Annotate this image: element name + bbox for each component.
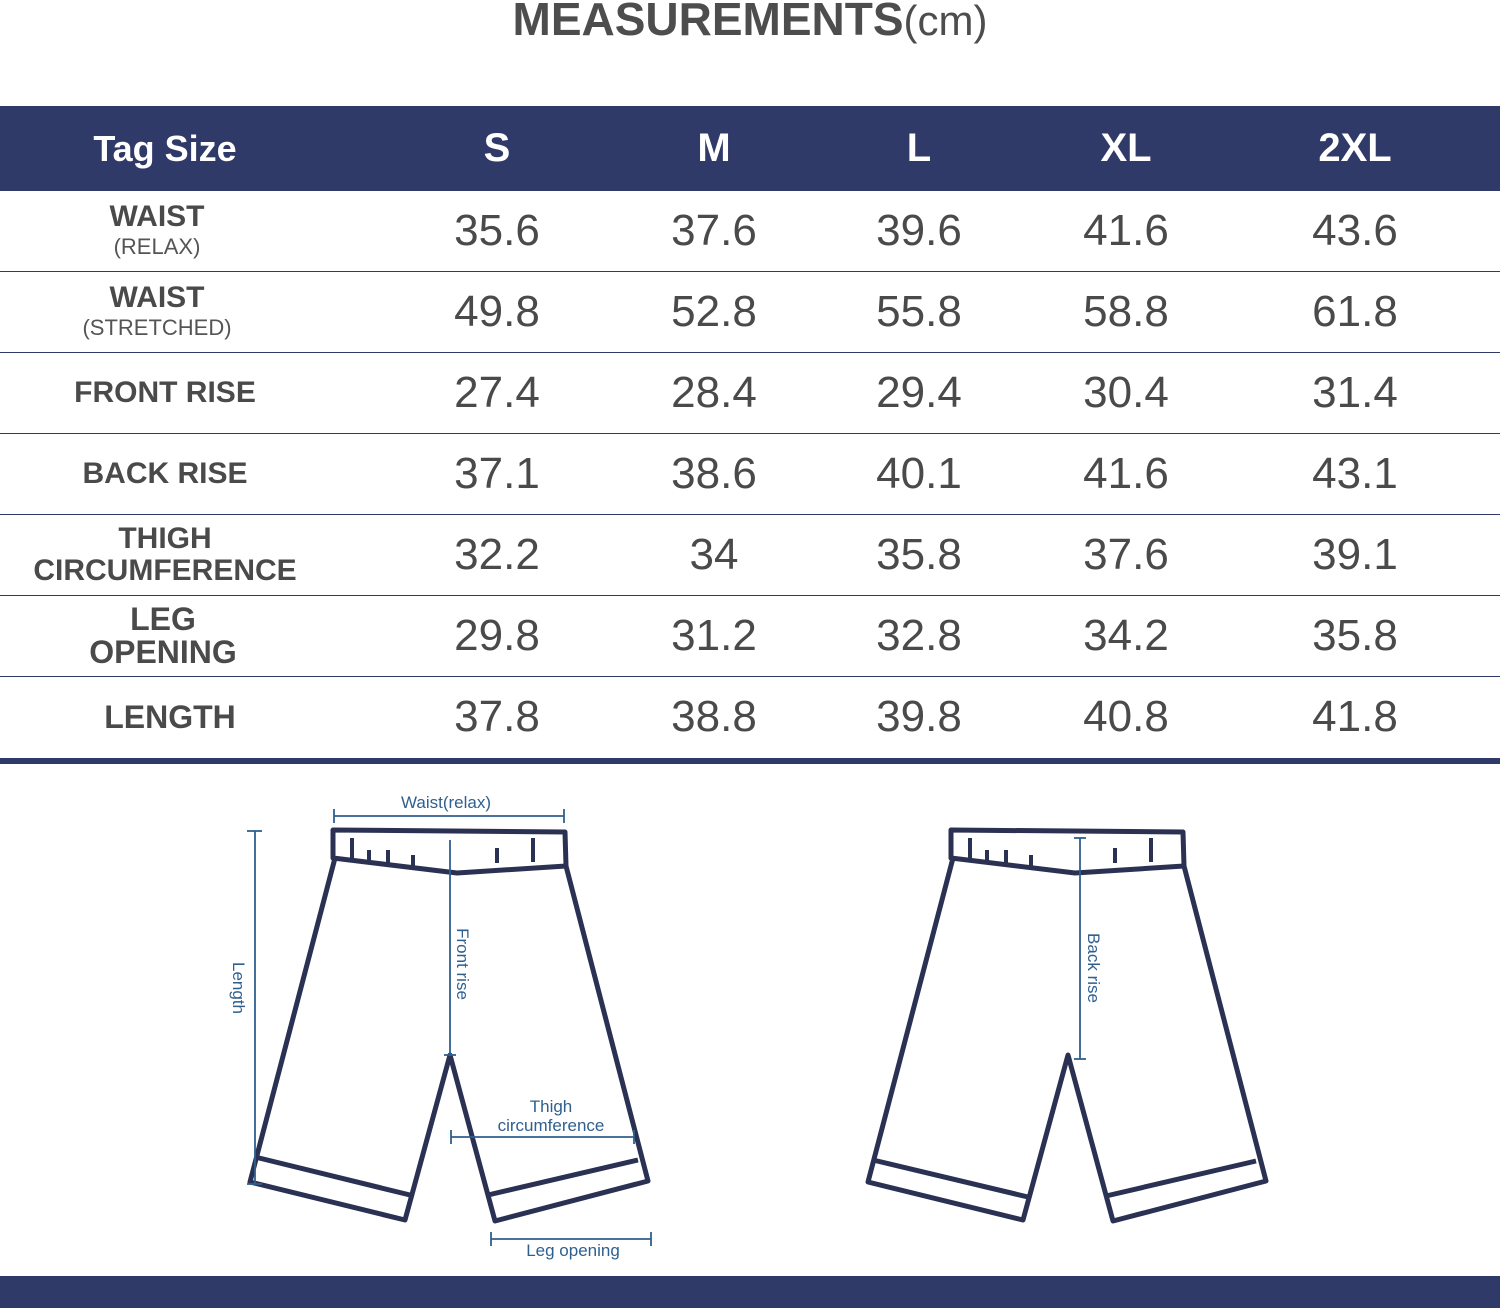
cell-value: 39.6 [876,206,962,255]
row-label [5,677,335,757]
cell-value: 43.6 [1312,206,1398,255]
cell-value: 43.1 [1312,449,1398,498]
row-label-main: LEG OPENING [89,601,237,670]
row-label-main: LENGTH [104,699,236,735]
cell-value: 29.8 [454,611,540,660]
title-unit: (cm) [903,0,988,44]
length-measure-line [247,831,262,1184]
cell-value: 55.8 [876,287,962,336]
table-header [0,106,1500,191]
cell-value: 37.6 [671,206,757,255]
cell-value: 31.2 [671,611,757,660]
cell-value: 41.6 [1083,206,1169,255]
waist-label: Waist(relax) [400,793,492,812]
cell-value: 35.6 [454,206,540,255]
cell-value: 40.8 [1083,692,1169,741]
row-label-sub: (RELAX) [113,234,201,259]
thigh-label-line2: circumference [497,1116,605,1135]
row-label-main: THIGH CIRCUMFERENCE [33,522,297,587]
cell-value: 58.8 [1083,287,1169,336]
row-label [0,272,322,352]
back-shorts-outline [868,830,1266,1221]
header-tag-size: Tag Size [93,128,237,169]
cell-value: 35.8 [876,530,962,579]
table-row [0,191,1500,272]
footer-bar [0,1276,1500,1308]
cell-value: 52.8 [671,287,757,336]
cell-value: 38.8 [671,692,757,741]
cell-value: 49.8 [454,287,540,336]
cell-value: 34.2 [1083,611,1169,660]
back-rise-label: Back rise [1084,933,1103,1003]
cell-value: 32.8 [876,611,962,660]
cell-value: 38.6 [671,449,757,498]
cell-value: 40.1 [876,449,962,498]
header-size-2xl: 2XL [1318,126,1392,170]
page-title [0,0,1500,46]
cell-value: 61.8 [1312,287,1398,336]
cell-value: 35.8 [1312,611,1398,660]
cell-value: 37.6 [1083,530,1169,579]
thigh-label-line1: Thigh [529,1097,573,1116]
cell-value: 39.1 [1312,530,1398,579]
cell-value: 41.8 [1312,692,1398,741]
cell-value: 27.4 [454,368,540,417]
cell-value: 34 [689,530,739,579]
front-rise-label: Front rise [453,928,472,1000]
table-row [0,353,1500,434]
header-size-s: S [483,126,511,170]
row-label [0,434,330,514]
table-row [0,596,1500,677]
table-row [0,272,1500,353]
row-label [0,596,328,676]
row-label-main: WAIST [109,200,205,233]
row-label-main: BACK RISE [82,457,248,490]
table-row [0,515,1500,596]
table-row [0,677,1500,757]
leg-opening-label: Leg opening [526,1241,620,1260]
cell-value: 37.8 [454,692,540,741]
cell-value: 41.6 [1083,449,1169,498]
shorts-diagram [0,764,1500,1276]
cell-value: 31.4 [1312,368,1398,417]
row-label [0,515,330,595]
header-size-m: M [697,126,731,170]
row-label-main: WAIST [109,281,205,314]
header-size-l: L [906,126,932,170]
table-row [0,434,1500,515]
front-shorts-outline [250,830,648,1221]
cell-value: 28.4 [671,368,757,417]
header-size-xl: XL [1100,126,1152,170]
cell-value: 29.4 [876,368,962,417]
title-main: MEASUREMENTS [512,0,904,45]
cell-value: 32.2 [454,530,540,579]
length-label: Length [229,962,248,1014]
cell-value: 30.4 [1083,368,1169,417]
row-label [0,353,330,433]
row-label [0,191,322,271]
cell-value: 39.8 [876,692,962,741]
row-label-main: FRONT RISE [74,376,256,409]
cell-value: 37.1 [454,449,540,498]
row-label-sub: (STRETCHED) [82,315,232,340]
